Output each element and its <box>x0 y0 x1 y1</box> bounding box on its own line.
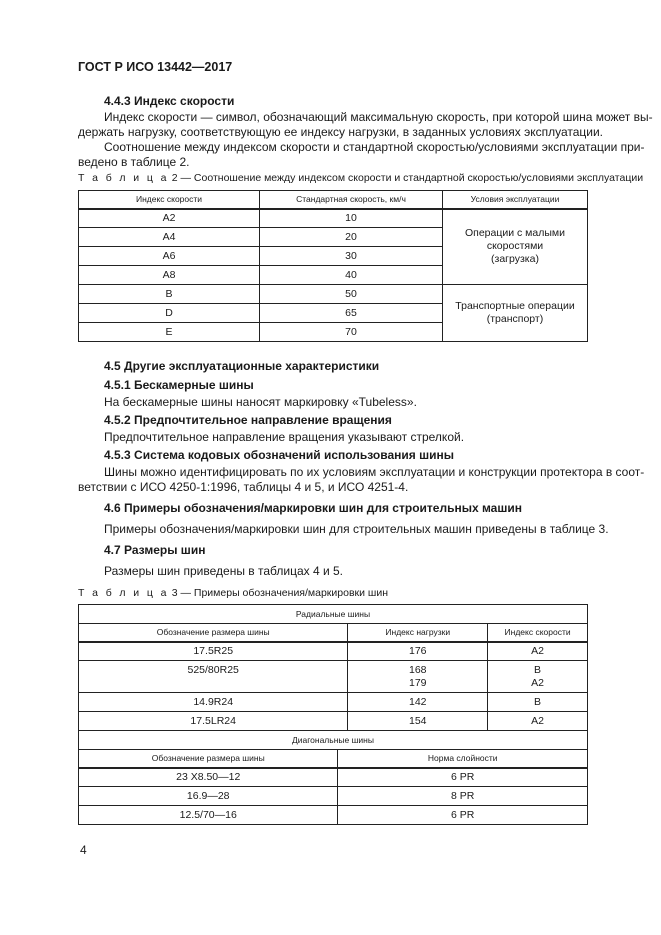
table-2-caption-text: 2 — Соотношение между индексом скорости и стандартной скоростью/условиями эксплуатации <box>171 172 644 184</box>
table-3-cell: 176 <box>348 642 488 661</box>
table-3-cell: 12.5/70—16 <box>79 806 338 825</box>
table-3-cell: A2 <box>488 712 588 731</box>
condition-text: (загрузка) <box>491 253 539 266</box>
paragraph-line: ведено в таблице 2. <box>78 155 190 169</box>
table-2-cell: 70 <box>260 323 443 342</box>
table-2-cell: A8 <box>79 266 260 285</box>
section-heading-4-5-2: 4.5.2 Предпочтительное направление вращения <box>104 413 392 427</box>
table-2-cell: A6 <box>79 247 260 266</box>
section-heading-4-5-3: 4.5.3 Система кодовых обозначений использования шины <box>104 448 454 462</box>
table-3-header-cell: Обозначение размера шины <box>79 624 348 642</box>
table-3-cell: 154 <box>348 712 488 731</box>
table-2-header-cell: Стандартная скорость, км/ч <box>260 191 443 209</box>
table-3-cell: 17.5R25 <box>79 642 348 661</box>
table-2-cell: 65 <box>260 304 443 323</box>
paragraph-line: Соотношение между индексом скорости и стандартной скоростью/условиями эксплуатации при- <box>104 140 645 154</box>
document-header: ГОСТ Р ИСО 13442—2017 <box>78 60 233 74</box>
paragraph-line: Предпочтительное направление вращения указывают стрелкой. <box>104 430 465 444</box>
table-3-cell: 142 <box>348 693 488 712</box>
table-2-condition-cell <box>443 209 588 285</box>
table-3-cell: 23 X8.50—12 <box>79 768 338 787</box>
table-3-cell: 8 PR <box>338 787 588 806</box>
section-heading-4-4-3: 4.4.3 Индекс скорости <box>104 94 235 108</box>
table-3-cell: 6 PR <box>338 768 588 787</box>
table-3-cell: 6 PR <box>338 806 588 825</box>
table-3-caption-text: 3 — Примеры обозначения/маркировки шин <box>171 587 388 599</box>
section-heading-4-7: 4.7 Размеры шин <box>104 543 206 557</box>
condition-text: Транспортные операции <box>455 300 575 312</box>
table-3-header-cell: Обозначение размера шины <box>79 750 338 768</box>
table-3-cell <box>488 661 588 693</box>
table-2-header-cell: Условия эксплуатации <box>443 191 588 209</box>
paragraph-line: Шины можно идентифицировать по их условиям эксплуатации и конструкции протектора в соот- <box>104 465 645 479</box>
table-2-cell: 10 <box>260 209 443 228</box>
table-2 <box>78 190 588 342</box>
table-2-cell: D <box>79 304 260 323</box>
paragraph-line: На бескамерные шины наносят маркировку «Tubeless». <box>104 395 417 409</box>
section-heading-4-5: 4.5 Другие эксплуатационные характеристики <box>104 359 380 373</box>
condition-text: (транспорт) <box>486 313 544 325</box>
table-3 <box>78 604 588 825</box>
table-2-caption <box>78 172 643 184</box>
table-3-caption <box>78 587 388 599</box>
condition-text: Операции с малыми скоростями <box>464 227 566 253</box>
table-2-cell: B <box>79 285 260 304</box>
table-2-header-cell: Индекс скорости <box>79 191 260 209</box>
table-2-cell: 20 <box>260 228 443 247</box>
cell-line: 168 <box>409 663 427 676</box>
table-2-cell: A2 <box>79 209 260 228</box>
paragraph-line: Примеры обозначения/маркировки шин для строительных машин приведены в таблице 3. <box>104 522 609 536</box>
table-2-condition-cell <box>443 285 588 342</box>
section-heading-4-6: 4.6 Примеры обозначения/маркировки шин для строительных машин <box>104 501 522 515</box>
paragraph-line: ветствии с ИСО 4250-1:1996, таблицы 4 и 5, и ИСО 4251-4. <box>78 480 409 494</box>
table-3-radial-title: Радиальные шины <box>79 605 588 624</box>
table-3-header-cell: Индекс скорости <box>488 624 588 642</box>
table-2-cell: 40 <box>260 266 443 285</box>
table-3-header-cell: Норма слойности <box>338 750 588 768</box>
section-heading-4-5-1: 4.5.1 Бескамерные шины <box>104 378 254 392</box>
table-3-cell: A2 <box>488 642 588 661</box>
table-3-cell: 16.9—28 <box>79 787 338 806</box>
page-number: 4 <box>80 843 87 857</box>
table-3-cell: 525/80R25 <box>79 661 348 693</box>
cell-line: B <box>534 663 542 676</box>
cell-line: A2 <box>531 676 544 689</box>
table-2-cell: 50 <box>260 285 443 304</box>
table-3-cell <box>348 661 488 693</box>
table-3-cell: 14.9R24 <box>79 693 348 712</box>
table-2-caption-prefix: Т а б л и ц а <box>78 172 169 184</box>
table-3-cell: B <box>488 693 588 712</box>
table-2-cell: 30 <box>260 247 443 266</box>
table-3-header-cell: Индекс нагрузки <box>348 624 488 642</box>
table-2-cell: A4 <box>79 228 260 247</box>
table-3-cell: 17.5LR24 <box>79 712 348 731</box>
table-3-diagonal-title: Диагональные шины <box>79 731 588 750</box>
paragraph-line: держать нагрузку, соответствующую ее индексу нагрузки, в заданных условиях эксплуатации. <box>78 125 604 139</box>
table-2-cell: E <box>79 323 260 342</box>
cell-line: 179 <box>409 676 427 689</box>
table-3-caption-prefix: Т а б л и ц а <box>78 587 169 599</box>
paragraph-line: Размеры шин приведены в таблицах 4 и 5. <box>104 564 343 578</box>
paragraph-line: Индекс скорости — символ, обозначающий максимальную скорость, при которой шина может вы- <box>104 110 653 124</box>
